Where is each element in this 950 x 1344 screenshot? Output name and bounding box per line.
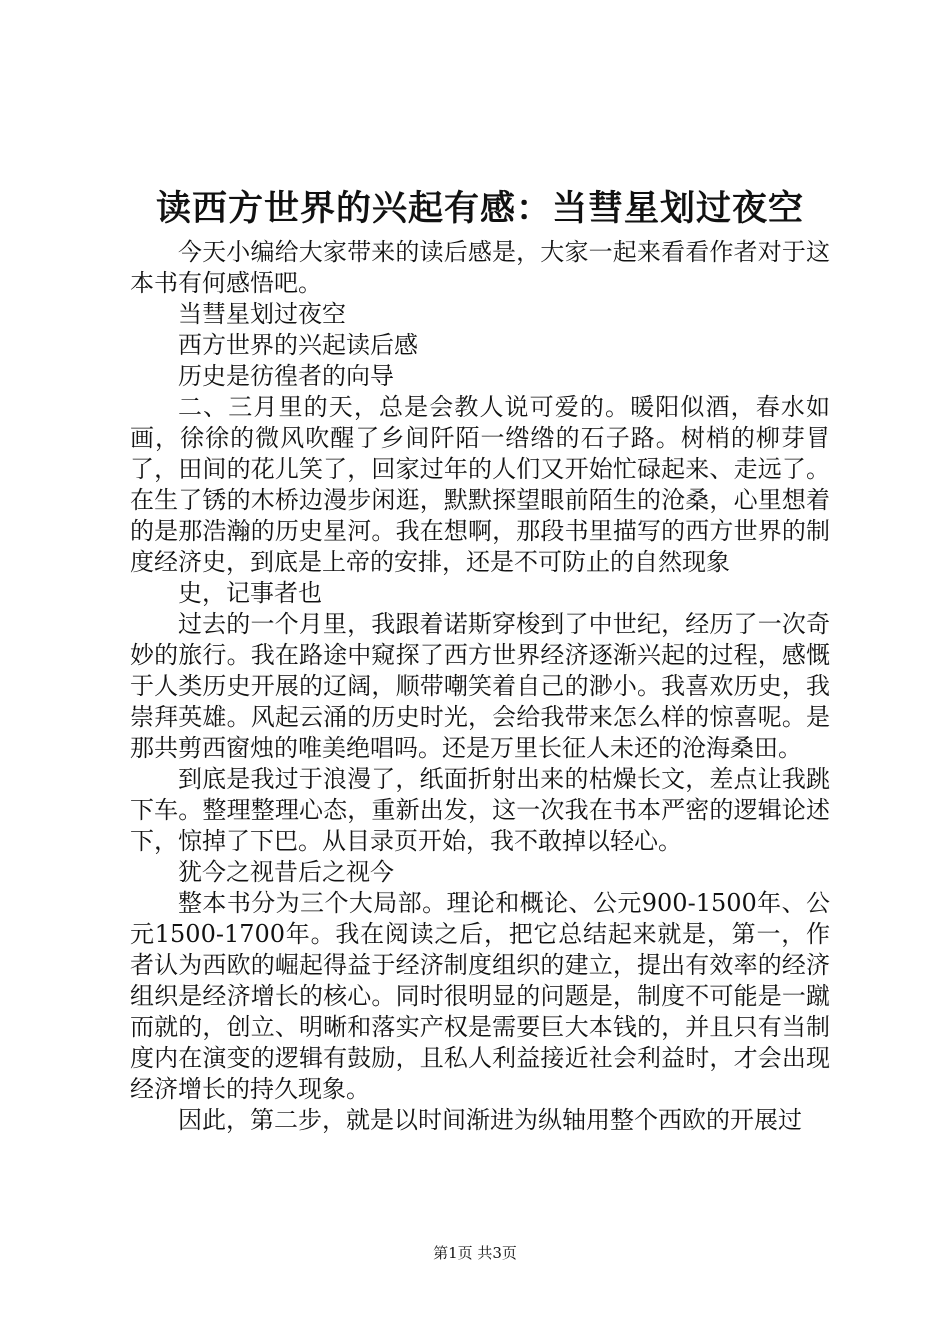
document-body: [130, 237, 830, 1136]
paragraph: 因此，第二步，就是以时间渐进为纵轴用整个西欧的开展过: [178, 1106, 802, 1134]
document-page: [130, 0, 830, 1344]
paragraph: 今天小编给大家带来的读后感是，大家一起来看看作者对于这本书有何感悟吧。: [130, 238, 830, 297]
paragraph: 犹今之视昔后之视今: [178, 858, 394, 886]
paragraph: 西方世界的兴起读后感: [178, 331, 418, 359]
paragraph: 史，记事者也: [178, 579, 322, 607]
paragraph: 过去的一个月里，我跟着诺斯穿梭到了中世纪，经历了一次奇妙的旅行。我在路途中窥探了西方世界经济逐渐兴起的过程，感慨于人类历史开展的辽阔，顺带嘲笑着自己的渺小。我喜欢历史，我崇拜英雄。风起云涌的历史时光，会给我带来怎么样的惊喜呢。是那共剪西窗烛的唯美绝唱吗。还是万里长征人未还的沧海桑田。: [130, 610, 830, 762]
paragraph: 当彗星划过夜空: [178, 300, 346, 328]
paragraph: 二、三月里的天，总是会教人说可爱的。暖阳似酒，春水如画，徐徐的微风吹醒了乡间阡陌一绺绺的石子路。树梢的柳芽冒了，田间的花儿笑了，回家过年的人们又开始忙碌起来、走远了。在生了锈的木桥边漫步闲逛，默默探望眼前陌生的沧桑，心里想着的是那浩瀚的历史星河。我在想啊，那段书里描写的西方世界的制度经济史，到底是上帝的安排，还是不可防止的自然现象: [130, 393, 830, 576]
paragraph: 到底是我过于浪漫了，纸面折射出来的枯燥长文，差点让我跳下车。整理整理心态，重新出发，这一次我在书本严密的逻辑论述下，惊掉了下巴。从目录页开始，我不敢掉以轻心。: [130, 765, 830, 855]
document-title: 读西方世界的兴起有感：当彗星划过夜空: [155, 188, 804, 229]
paragraph: 整本书分为三个大局部。理论和概论、公元900-1500年、公元1500-1700年。我在阅读之后，把它总结起来就是，第一，作者认为西欧的崛起得益于经济制度组织的建立，提出有效率的经济组织是经济增长的核心。同时很明显的问题是，制度不可能是一蹴而就的，创立、明晰和落实产权是需要巨大本钱的，并且只有当制度内在演变的逻辑有鼓励，且私人利益接近社会利益时，才会出现经济增长的持久现象。: [130, 889, 830, 1103]
page-number-footer: 第1页 共3页: [433, 1244, 517, 1262]
paragraph: 历史是彷徨者的向导: [178, 362, 394, 390]
